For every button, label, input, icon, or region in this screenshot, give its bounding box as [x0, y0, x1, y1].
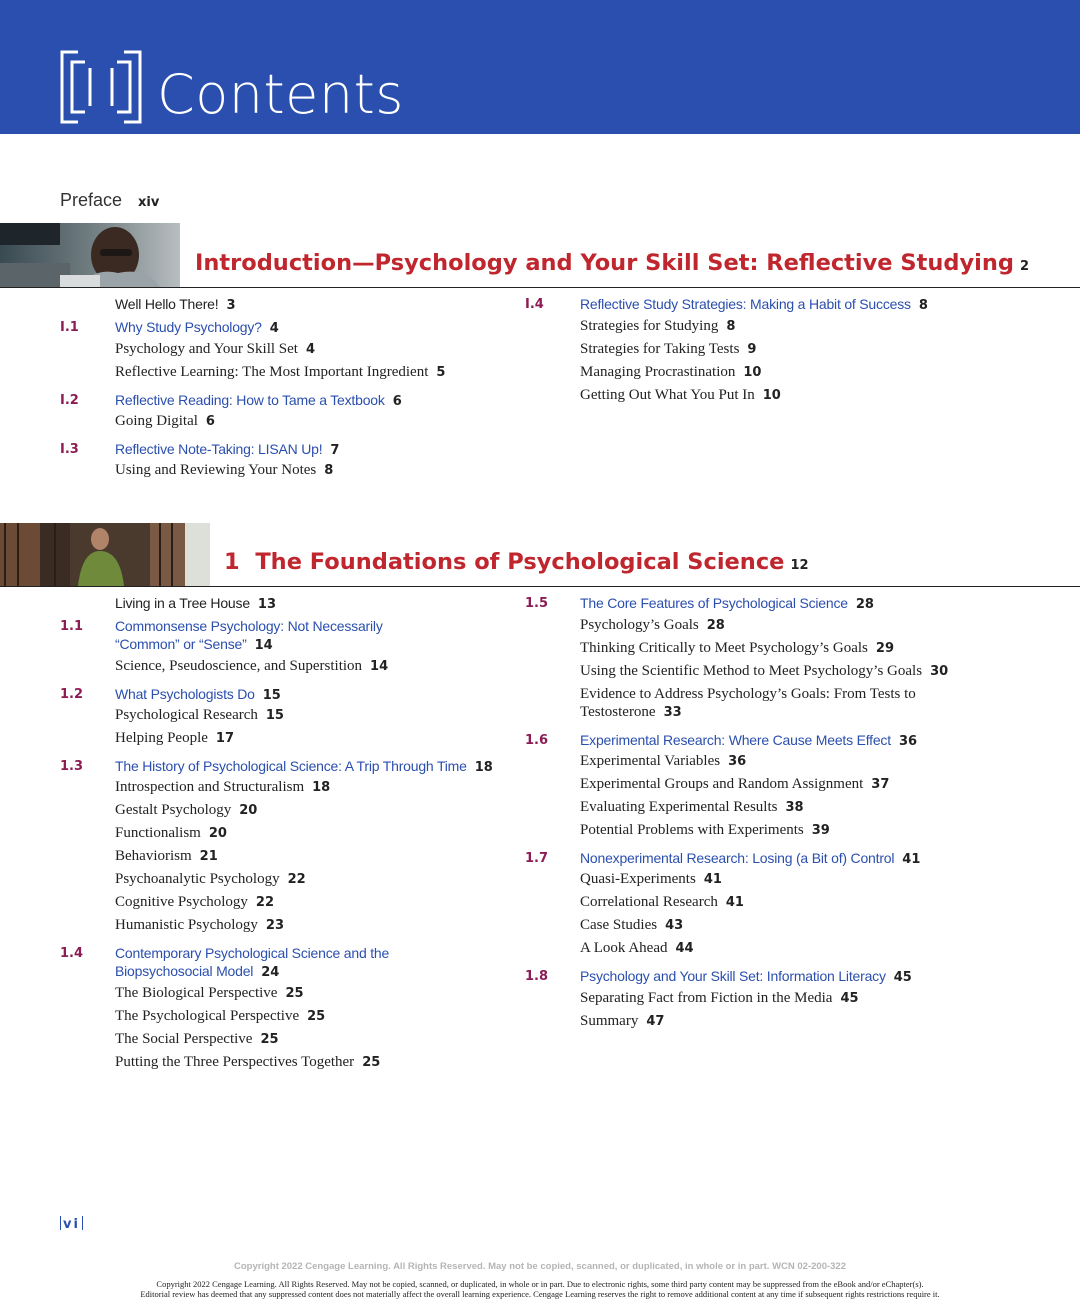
toc-entry-page: 18 — [474, 760, 493, 775]
toc-entry-title: Using and Reviewing Your Notes — [115, 462, 317, 478]
toc-entry-page: 41 — [725, 895, 744, 910]
toc-entry-page: 20 — [239, 803, 258, 818]
toc-subsection-entry[interactable] — [580, 639, 894, 658]
toc-entry-title: Behaviorism — [115, 848, 192, 864]
toc-entry-page: 3 — [226, 298, 236, 313]
toc-subsection-entry[interactable] — [115, 461, 333, 480]
toc-entry-page: 36 — [728, 754, 747, 769]
intro-chapter-page: 2 — [1020, 259, 1030, 274]
toc-entry-title: Using the Scientific Method to Meet Psychology’s Goals — [580, 663, 923, 679]
toc-subsection-entry[interactable] — [580, 870, 722, 889]
toc-entry-title: Thinking Critically to Meet Psychology’s Goals — [580, 640, 868, 656]
toc-subsection-entry[interactable] — [580, 363, 761, 382]
toc-entry-page: 20 — [208, 826, 227, 841]
toc-subsection-entry[interactable] — [115, 340, 315, 359]
toc-entry-title: Separating Fact from Fiction in the Media — [580, 990, 833, 1006]
toc-entry-title: Psychological Research — [115, 707, 258, 723]
intro-chapter-rule — [0, 287, 1080, 288]
toc-section-entry[interactable] — [115, 440, 339, 460]
preface-label: Preface — [60, 190, 123, 210]
toc-section-entry[interactable] — [580, 594, 874, 614]
toc-entry-page: 6 — [205, 414, 215, 429]
preface-page: xiv — [138, 195, 160, 210]
toc-entry-page: 33 — [663, 705, 682, 720]
toc-section-entry[interactable] — [115, 391, 402, 411]
toc-entry-page: 29 — [875, 641, 894, 656]
intro-chapter-photo — [0, 223, 180, 287]
toc-entry-title: Experimental Research: Where Cause Meets Effect — [580, 732, 891, 748]
toc-subsection-entry[interactable] — [580, 1012, 664, 1031]
toc-section-entry[interactable] — [580, 849, 920, 869]
toc-entry-title: Functionalism — [115, 825, 201, 841]
toc-entry-title: Putting the Three Perspectives Together — [115, 1054, 355, 1070]
toc-subsection-entry[interactable] — [115, 706, 284, 725]
toc-entry-title: Strategies for Studying — [580, 318, 719, 334]
toc-subsection-entry[interactable] — [580, 939, 694, 958]
toc-entry-page: 45 — [893, 970, 912, 985]
toc-entry-title: Cognitive Psychology — [115, 894, 248, 910]
toc-entry-title: Biopsychosocial Model — [115, 963, 254, 979]
toc-entry-page: 8 — [726, 319, 736, 334]
toc-entry-page: 28 — [706, 618, 725, 633]
toc-subsection-entry[interactable] — [115, 1053, 380, 1072]
section-number: 1.2 — [60, 687, 84, 702]
toc-subsection-entry[interactable] — [115, 801, 257, 820]
copyright-legal-line2: Editorial review has deemed that any suppressed content does not materially affect the overall learning experience. Cengage Learning reserves the right to remove additional content at any time if subsequent rights restrictions require it. — [140, 1289, 940, 1299]
toc-entry-page: 8 — [324, 463, 334, 478]
toc-subsection-entry[interactable] — [115, 729, 234, 748]
toc-entry-title: Reflective Study Strategies: Making a Habit of Success — [580, 296, 911, 312]
toc-entry-title: Psychology’s Goals — [580, 617, 699, 633]
toc-subsection-entry[interactable] — [115, 870, 306, 889]
toc-section-entry[interactable] — [580, 731, 917, 751]
copyright-legal-line1: Copyright 2022 Cengage Learning. All Rights Reserved. May not be copied, scanned, or duplicated, in whole or in part. Due to electronic rights, some third party content may be suppressed from the eBook and/or eChapter(s). — [156, 1279, 924, 1289]
toc-entry-title: Testosterone — [580, 704, 656, 720]
toc-entry-title: The Psychological Perspective — [115, 1008, 300, 1024]
toc-entry-title: Evaluating Experimental Results — [580, 799, 778, 815]
toc-entry-title: Science, Pseudoscience, and Superstition — [115, 658, 363, 674]
section-number: 1.8 — [525, 969, 549, 984]
section-number: 1.7 — [525, 851, 549, 866]
toc-opener-entry[interactable] — [115, 594, 276, 614]
section-number: 1.3 — [60, 759, 84, 774]
toc-entry-page: 24 — [261, 965, 280, 980]
toc-subsection-entry[interactable] — [115, 847, 218, 866]
preface-entry[interactable] — [60, 190, 159, 211]
toc-entry-title: “Common” or “Sense” — [115, 636, 247, 652]
section-number: 1.6 — [525, 733, 549, 748]
toc-entry-title: Experimental Groups and Random Assignment — [580, 776, 864, 792]
toc-section-entry[interactable] — [580, 967, 912, 987]
toc-entry-page: 4 — [269, 321, 279, 336]
toc-entry-page: 36 — [898, 734, 918, 749]
section-number: 1.5 — [525, 596, 549, 611]
section-number: I.3 — [60, 442, 79, 457]
bracket-logo-icon — [60, 50, 142, 124]
toc-subsection-entry[interactable] — [580, 340, 756, 359]
toc-section-entry[interactable] — [115, 617, 383, 636]
toc-entry-page: 22 — [287, 872, 306, 887]
toc-subsection-entry[interactable] — [580, 916, 683, 935]
toc-entry-title: Living in a Tree House — [115, 595, 250, 611]
toc-entry-title: Reflective Note-Taking: LISAN Up! — [115, 441, 323, 457]
toc-entry-title: The Core Features of Psychological Science — [580, 595, 848, 611]
toc-subsection-entry[interactable] — [580, 821, 830, 840]
chapter1-title-text: 1 The Foundations of Psychological Science — [224, 549, 785, 575]
toc-entry-title: Psychology and Your Skill Set — [115, 341, 298, 357]
toc-entry-page: 30 — [930, 664, 949, 679]
toc-subsection-entry[interactable] — [115, 824, 227, 843]
toc-entry-title: Commonsense Psychology: Not Necessarily — [115, 618, 383, 634]
toc-entry-page: 25 — [260, 1032, 279, 1047]
toc-subsection-entry[interactable] — [580, 685, 916, 703]
toc-entry-title: The Biological Perspective — [115, 985, 278, 1001]
toc-section-entry[interactable] — [115, 944, 389, 963]
copyright-legal — [0, 1279, 1080, 1299]
toc-entry-title: Correlational Research — [580, 894, 718, 910]
toc-subsection-entry[interactable] — [580, 703, 682, 722]
toc-entry-page: 47 — [646, 1014, 665, 1029]
toc-entry-title: Psychology and Your Skill Set: Information Literacy — [580, 968, 886, 984]
copyright-notice: Copyright 2022 Cengage Learning. All Rights Reserved. May not be copied, scanned, or duplicated, in whole or in part. WCN 02-200-322 — [234, 1261, 846, 1272]
toc-entry-page: 17 — [215, 731, 234, 746]
toc-subsection-entry[interactable] — [115, 1007, 325, 1026]
toc-section-entry[interactable] — [580, 295, 928, 315]
toc-section-entry[interactable] — [115, 318, 279, 338]
toc-entry-page: 28 — [855, 597, 874, 612]
toc-entry-title: Case Studies — [580, 917, 658, 933]
toc-entry-title: Experimental Variables — [580, 753, 721, 769]
toc-entry-page: 5 — [436, 365, 446, 380]
section-number: 1.1 — [60, 619, 84, 634]
toc-entry-page: 10 — [743, 365, 762, 380]
toc-subsection-entry[interactable] — [580, 386, 781, 405]
toc-entry-page: 45 — [840, 991, 859, 1006]
chapter1-title[interactable] — [224, 549, 809, 575]
toc-entry-page: 8 — [918, 298, 928, 313]
toc-entry-page: 6 — [392, 394, 402, 409]
section-number: I.1 — [60, 320, 79, 335]
toc-subsection-entry[interactable] — [580, 775, 889, 794]
toc-entry-page: 15 — [262, 688, 281, 703]
toc-subsection-entry[interactable] — [580, 989, 859, 1008]
toc-entry-page: 25 — [307, 1009, 326, 1024]
toc-entry-page: 23 — [265, 918, 285, 933]
chapter1-page: 12 — [790, 558, 809, 573]
toc-entry-title: The History of Psychological Science: A Trip Through Time — [115, 758, 467, 774]
toc-entry-page: 4 — [305, 342, 315, 357]
toc-subsection-entry[interactable] — [580, 798, 804, 817]
toc-entry-page: 41 — [703, 872, 722, 887]
toc-entry-page: 43 — [665, 918, 684, 933]
page-title: Contents — [157, 63, 404, 126]
toc-entry-title: Summary — [580, 1013, 639, 1029]
toc-entry-page: 38 — [785, 800, 804, 815]
folio-number: vi — [63, 1217, 80, 1232]
intro-chapter-title[interactable] — [195, 250, 1029, 276]
toc-entry-page: 21 — [199, 849, 218, 864]
toc-subsection-entry[interactable] — [580, 752, 746, 771]
toc-entry-title: Reflective Learning: The Most Important Ingredient — [115, 364, 429, 380]
toc-entry-title: Reflective Reading: How to Tame a Textbook — [115, 392, 385, 408]
toc-subsection-entry[interactable] — [115, 893, 274, 912]
toc-subsection-entry[interactable] — [115, 657, 388, 676]
toc-subsection-entry[interactable] — [115, 916, 284, 935]
toc-subsection-entry[interactable] — [115, 1030, 279, 1049]
toc-entry-page: 14 — [370, 659, 389, 674]
chapter1-rule — [0, 586, 1080, 587]
toc-entry-title: Humanistic Psychology — [115, 917, 258, 933]
toc-entry-title: Psychoanalytic Psychology — [115, 871, 280, 887]
toc-entry-title: The Social Perspective — [115, 1031, 253, 1047]
toc-entry-page: 25 — [285, 986, 304, 1001]
toc-entry-title: Going Digital — [115, 413, 198, 429]
toc-entry-title: Why Study Psychology? — [115, 319, 262, 335]
toc-subsection-entry[interactable] — [580, 616, 725, 635]
toc-section-entry[interactable] — [115, 962, 279, 982]
toc-subsection-entry[interactable] — [115, 984, 304, 1003]
toc-subsection-entry[interactable] — [115, 778, 330, 797]
toc-entry-title: A Look Ahead — [580, 940, 668, 956]
toc-entry-title: Contemporary Psychological Science and the — [115, 945, 390, 961]
intro-chapter-title-text: Introduction—Psychology and Your Skill Set: Reflective Studying — [195, 250, 1014, 276]
toc-entry-page: 22 — [255, 895, 275, 910]
toc-entry-title: Quasi-Experiments — [580, 871, 696, 887]
toc-section-entry[interactable] — [115, 685, 281, 705]
toc-subsection-entry[interactable] — [580, 317, 735, 336]
toc-entry-title: What Psychologists Do — [115, 686, 255, 702]
section-number: I.4 — [525, 297, 544, 312]
toc-subsection-entry[interactable] — [115, 363, 445, 382]
toc-entry-page: 44 — [675, 941, 694, 956]
section-number: I.2 — [60, 393, 79, 408]
contents-header — [0, 0, 1080, 134]
toc-entry-page: 25 — [362, 1055, 381, 1070]
section-number: 1.4 — [60, 946, 84, 961]
page-folio — [60, 1216, 83, 1232]
toc-entry-title: Managing Procrastination — [580, 364, 736, 380]
toc-entry-page: 10 — [762, 388, 781, 403]
toc-entry-page: 41 — [902, 852, 921, 867]
toc-entry-page: 14 — [254, 638, 273, 653]
toc-entry-title: Strategies for Taking Tests — [580, 341, 740, 357]
toc-entry-title: Well Hello There! — [115, 296, 219, 312]
toc-entry-page: 7 — [330, 443, 340, 458]
toc-entry-page: 39 — [811, 823, 830, 838]
toc-section-entry[interactable] — [115, 757, 493, 777]
toc-section-entry[interactable] — [115, 635, 273, 655]
toc-entry-page: 13 — [257, 597, 276, 612]
toc-entry-title: Evidence to Address Psychology’s Goals: From Tests to — [580, 686, 916, 702]
toc-entry-title: Getting Out What You Put In — [580, 387, 755, 403]
toc-entry-title: Helping People — [115, 730, 208, 746]
chapter1-photo — [0, 523, 210, 586]
toc-entry-title: Introspection and Structuralism — [115, 779, 305, 795]
toc-subsection-entry[interactable] — [580, 662, 948, 681]
toc-entry-page: 18 — [312, 780, 331, 795]
toc-entry-title: Potential Problems with Experiments — [580, 822, 804, 838]
toc-entry-page: 37 — [871, 777, 890, 792]
toc-entry-page: 15 — [265, 708, 284, 723]
toc-subsection-entry[interactable] — [115, 412, 215, 431]
toc-subsection-entry[interactable] — [580, 893, 744, 912]
toc-entry-title: Nonexperimental Research: Losing (a Bit of) Control — [580, 850, 895, 866]
toc-entry-page: 9 — [747, 342, 757, 357]
toc-opener-entry[interactable] — [115, 295, 236, 315]
toc-entry-title: Gestalt Psychology — [115, 802, 232, 818]
